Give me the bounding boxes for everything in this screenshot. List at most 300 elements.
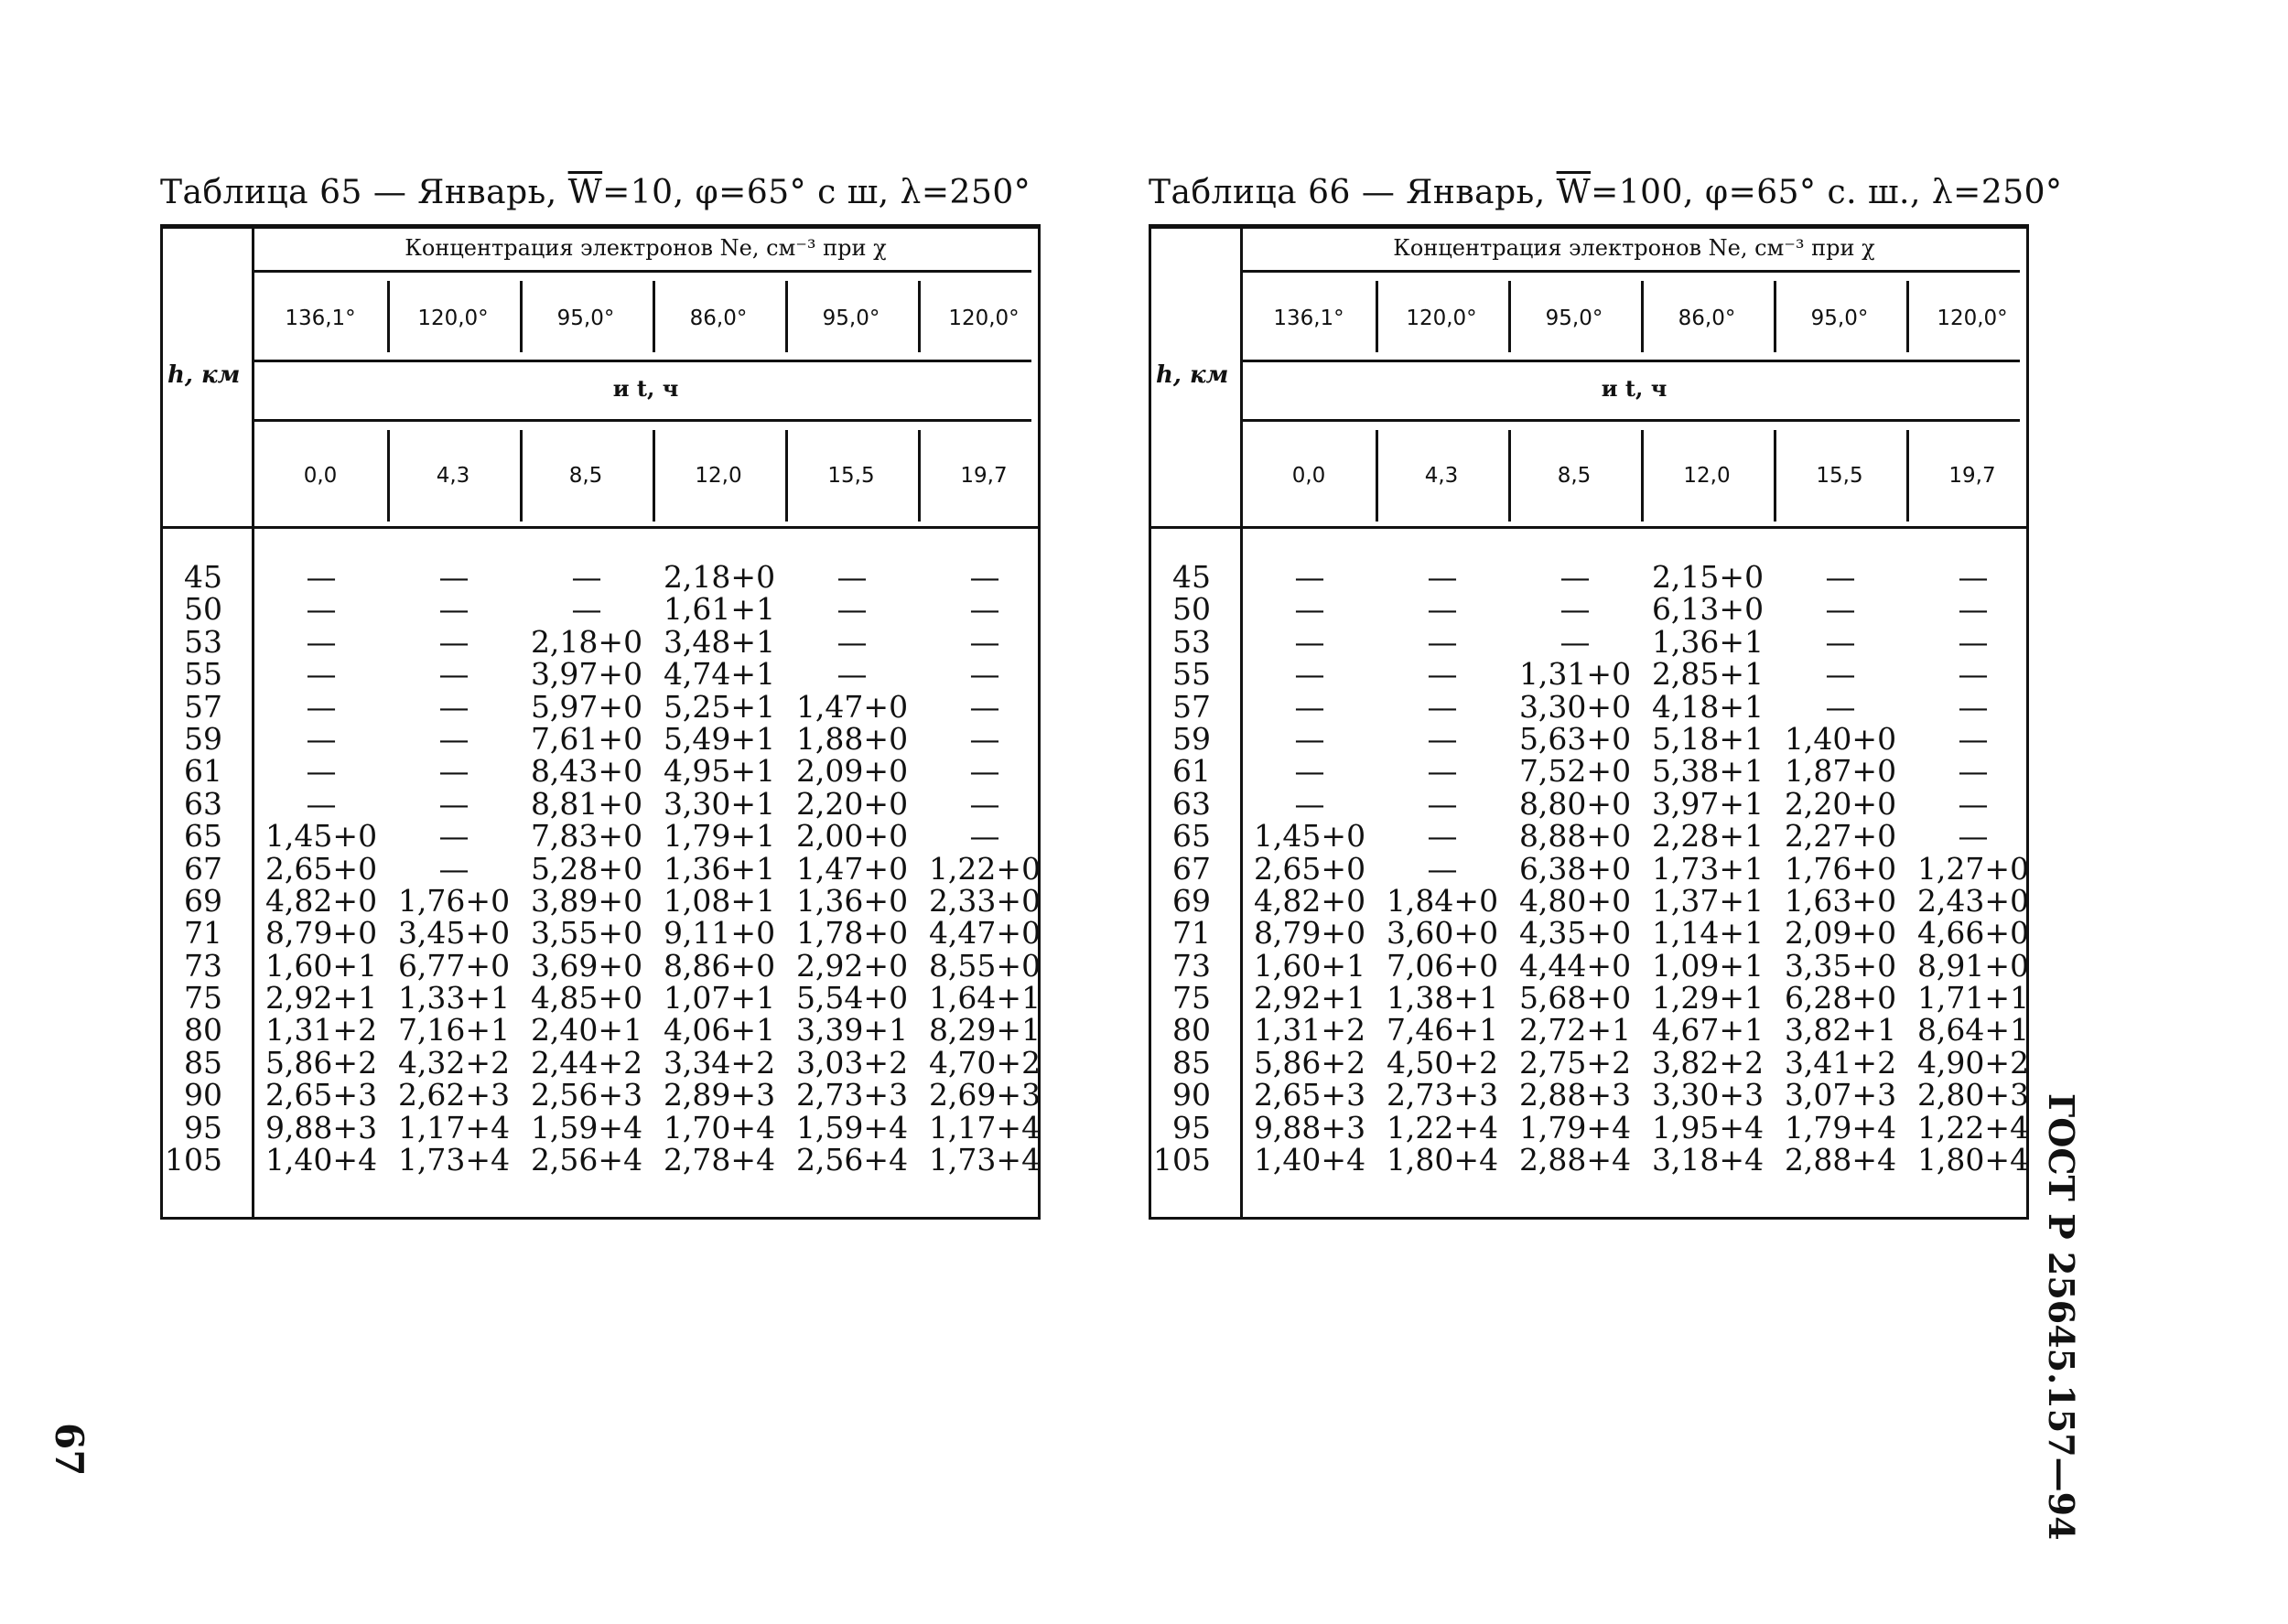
concentration-cell: — [306,720,337,757]
concentration-cell: 4,82+0 [1253,882,1366,919]
concentration-cell: — [1958,623,1989,660]
table-header-rule [160,526,1041,529]
table-caption [1149,174,2063,211]
concentration-cell: — [1427,688,1458,725]
caption-w-symbol: $\overline{W}$ [1556,174,1592,211]
concentration-cell: — [1825,559,1856,595]
table-row [160,915,1041,952]
concentration-cell: 1,78+0 [795,915,909,952]
table-row [1149,850,2030,887]
concentration-cell: 2,89+3 [663,1077,776,1113]
chi-value: 120,0° [1937,307,2008,330]
height-value: 57 [184,688,222,725]
concentration-cell: 2,88+3 [1518,1077,1632,1113]
table-row [1149,882,2030,919]
concentration-cell: 4,66+0 [1916,915,2030,952]
concentration-cell: 7,46+1 [1386,1012,1499,1049]
table-row [1149,753,2029,790]
height-value: 45 [184,559,222,595]
concentration-cell: — [1294,591,1325,628]
time-value: 19,7 [1948,464,1996,488]
table-row [1149,656,2029,693]
concentration-cell: 2,73+3 [1386,1077,1499,1113]
concentration-cell: — [1427,591,1458,628]
concentration-cell: 3,34+2 [663,1044,776,1081]
concentration-cell: — [438,688,469,725]
concentration-cell: 1,79+4 [1518,1109,1632,1145]
height-value: 85 [184,1044,222,1081]
concentration-cell: 1,27+0 [1916,850,2030,887]
concentration-cell: 1,31+2 [1253,1012,1366,1049]
height-value: 65 [1172,818,1211,855]
concentration-cell: 4,35+0 [1518,915,1632,952]
concentration-cell: — [1560,623,1591,660]
chi-value: 136,1° [285,307,356,330]
concentration-cell: 2,33+0 [928,882,1041,919]
table-row [160,1044,1041,1081]
height-value: 61 [1172,753,1211,790]
concentration-cell: 2,00+0 [795,818,909,855]
chi-value: 95,0° [1810,307,1869,330]
concentration-cell: — [1958,818,1989,855]
concentration-cell: 1,79+4 [1784,1109,1897,1145]
time-header: и t, ч [612,375,679,402]
concentration-cell: 1,73+1 [1651,850,1765,887]
concentration-cell: — [1958,591,1989,628]
concentration-cell: 1,45+0 [1253,818,1366,855]
table-row [1149,688,2029,725]
concentration-cell: 2,20+0 [795,785,909,822]
concentration-cell: 8,81+0 [530,785,643,822]
concentration-cell: 4,70+2 [928,1044,1041,1081]
concentration-cell: — [438,785,469,822]
concentration-cell: 4,32+2 [397,1044,511,1081]
concentration-cell: 2,85+1 [1651,656,1765,693]
table-frame [1149,224,2029,1219]
concentration-cell: — [1294,753,1325,790]
concentration-cell: 2,65+0 [264,850,378,887]
concentration-cell: 1,87+0 [1784,753,1897,790]
table-body [160,561,1041,1176]
table-row [1149,785,2029,822]
concentration-cell: 2,92+1 [264,980,378,1016]
concentration-cell: 1,22+0 [928,850,1041,887]
concentration-cell: 3,35+0 [1784,947,1897,984]
concentration-cell: 1,17+4 [397,1109,511,1145]
height-column-header: h, км [167,361,241,389]
concentration-cell: — [1560,559,1591,595]
table-row [160,850,1041,887]
table-row [160,882,1041,919]
height-value: 61 [184,753,222,790]
group-header: Концентрация электронов Ne, см⁻³ при χ [1393,235,1875,261]
table-row [160,818,1041,855]
table-row [1149,1079,2029,1111]
concentration-cell: — [1560,591,1591,628]
height-value: 75 [1172,980,1211,1016]
table-row [160,785,1041,822]
concentration-cell: 8,79+0 [264,915,378,952]
height-value: 75 [184,980,222,1016]
time-value: 19,7 [960,464,1008,488]
concentration-cell: 2,92+0 [795,947,909,984]
concentration-cell: 4,80+0 [1518,882,1632,919]
concentration-cell: 8,86+0 [663,947,776,984]
concentration-cell: 3,82+2 [1651,1044,1765,1081]
concentration-cell: 1,71+1 [1916,980,2030,1016]
time-header: и t, ч [1601,375,1667,402]
concentration-cell: 7,06+0 [1386,947,1499,984]
concentration-cell: 2,28+1 [1651,818,1765,855]
concentration-cell: 1,47+0 [795,850,909,887]
concentration-cell: 6,77+0 [397,947,511,984]
concentration-cell: — [1427,785,1458,822]
concentration-cell: 2,20+0 [1784,785,1897,822]
concentration-cell: — [969,623,1000,660]
table-row [160,561,1041,593]
height-value: 63 [1172,785,1211,822]
concentration-cell: 1,76+0 [397,882,511,919]
concentration-cell: 3,82+1 [1784,1012,1897,1049]
concentration-cell: — [969,753,1000,790]
concentration-cell: 1,47+0 [795,688,909,725]
height-value: 73 [1172,947,1211,984]
chi-value: 86,0° [1678,307,1736,330]
concentration-cell: 2,18+0 [663,559,776,595]
concentration-cell: — [571,591,602,628]
concentration-cell: 2,88+4 [1518,1142,1632,1178]
time-value: 15,5 [1816,464,1863,488]
concentration-cell: 3,48+1 [663,623,776,660]
height-value: 105 [1153,1142,1211,1178]
time-value: 8,5 [568,464,603,488]
table-row [1149,947,2030,984]
concentration-cell: 1,76+0 [1784,850,1897,887]
table-row [1149,591,2029,628]
concentration-cell: 3,97+1 [1651,785,1765,822]
concentration-cell: 1,40+4 [1253,1142,1366,1178]
concentration-cell: 1,38+1 [1386,980,1499,1016]
concentration-cell: — [1294,688,1325,725]
height-value: 67 [184,850,222,887]
concentration-cell: — [306,656,337,693]
concentration-cell: 5,97+0 [530,688,643,725]
table-row [1149,561,2029,593]
concentration-cell: 2,78+4 [663,1142,776,1178]
concentration-cell: — [1294,720,1325,757]
concentration-cell: 4,74+1 [663,656,776,693]
concentration-cell: — [1825,656,1856,693]
concentration-cell: — [306,591,337,628]
concentration-cell: — [306,623,337,660]
height-value: 55 [1172,656,1211,693]
table-caption [160,174,1031,211]
concentration-cell: 2,56+3 [530,1077,643,1113]
chi-value: 120,0° [1406,307,1477,330]
concentration-cell: 1,95+4 [1651,1109,1765,1145]
concentration-cell: 3,89+0 [530,882,643,919]
concentration-cell: 2,75+2 [1518,1044,1632,1081]
concentration-cell: — [1825,591,1856,628]
concentration-cell: — [438,850,469,887]
concentration-cell: 2,73+3 [795,1077,909,1113]
concentration-cell: 2,72+1 [1518,1012,1632,1049]
concentration-cell: 5,28+0 [530,850,643,887]
table-row [160,1109,1041,1145]
height-value: 105 [165,1142,222,1178]
height-value: 95 [1172,1109,1211,1145]
document-standard-title: ГОСТ Р 25645.157—94 [2041,1093,2082,1541]
concentration-cell: — [1294,785,1325,822]
concentration-cell: — [438,559,469,595]
concentration-cell: 1,17+4 [928,1109,1041,1145]
table-row [160,1079,1041,1111]
height-value: 53 [184,623,222,660]
concentration-cell: — [969,818,1000,855]
height-value: 85 [1172,1044,1211,1081]
table-row [1149,1144,2029,1176]
concentration-cell: 1,64+1 [928,980,1041,1016]
time-value: 0,0 [303,464,338,488]
chi-value: 95,0° [822,307,880,330]
concentration-cell: 5,86+2 [264,1044,378,1081]
concentration-cell: 3,55+0 [530,915,643,952]
concentration-cell: 5,25+1 [663,688,776,725]
concentration-cell: 5,63+0 [1518,720,1632,757]
group-header-rule [254,270,1031,273]
concentration-cell: 7,61+0 [530,720,643,757]
concentration-cell: 8,91+0 [1916,947,2030,984]
concentration-cell: 4,18+1 [1651,688,1765,725]
concentration-cell: 2,65+3 [264,1077,378,1113]
concentration-cell: 1,31+2 [264,1012,378,1049]
height-value: 59 [1172,720,1211,757]
concentration-cell: 7,52+0 [1518,753,1632,790]
table-row [1149,720,2029,757]
concentration-cell: 1,63+0 [1784,882,1897,919]
time-value: 12,0 [695,464,742,488]
concentration-cell: 2,15+0 [1651,559,1765,595]
height-value: 80 [1172,1012,1211,1049]
concentration-cell: 4,44+0 [1518,947,1632,984]
time-value: 12,0 [1683,464,1731,488]
concentration-cell: — [969,688,1000,725]
table-bottom-rule [160,1217,1041,1220]
concentration-cell: — [969,785,1000,822]
table-row [160,720,1041,757]
height-value: 63 [184,785,222,822]
table-row [160,947,1041,984]
concentration-cell: 2,65+0 [1253,850,1366,887]
concentration-cell: 8,64+1 [1916,1012,2030,1049]
page-number: 67 [47,1423,92,1477]
concentration-cell: — [1427,559,1458,595]
concentration-cell: — [1958,720,1989,757]
height-value: 59 [184,720,222,757]
concentration-cell: 3,30+0 [1518,688,1632,725]
concentration-cell: 1,36+0 [795,882,909,919]
concentration-cell: 1,22+4 [1386,1109,1499,1145]
concentration-cell: 3,60+0 [1386,915,1499,952]
concentration-cell: — [1958,559,1989,595]
concentration-cell: 3,18+4 [1651,1142,1765,1178]
concentration-cell: 1,29+1 [1651,980,1765,1016]
height-value: 53 [1172,623,1211,660]
concentration-cell: — [969,559,1000,595]
concentration-cell: 2,27+0 [1784,818,1897,855]
concentration-cell: 1,59+4 [795,1109,909,1145]
chi-value: 136,1° [1273,307,1344,330]
concentration-cell: 3,69+0 [530,947,643,984]
height-value: 65 [184,818,222,855]
table-frame [160,224,1041,1219]
concentration-cell: 5,54+0 [795,980,909,1016]
height-value: 90 [1172,1077,1211,1113]
concentration-cell: 2,62+3 [397,1077,511,1113]
height-value: 73 [184,947,222,984]
height-value: 50 [184,591,222,628]
chi-value: 120,0° [948,307,1020,330]
time-value: 4,3 [436,464,470,488]
table-row [160,1144,1041,1176]
concentration-cell: — [306,753,337,790]
concentration-cell: 1,36+1 [1651,623,1765,660]
caption-prefix: Таблица 65 — Январь, [160,174,568,211]
chi-row-rule [254,360,1031,362]
concentration-cell: 2,88+4 [1784,1142,1897,1178]
height-value: 45 [1172,559,1211,595]
concentration-cell: 1,22+4 [1916,1109,2030,1145]
concentration-cell: — [836,559,868,595]
height-value: 69 [1172,882,1211,919]
concentration-cell: 2,56+4 [795,1142,909,1178]
concentration-cell: 1,33+1 [397,980,511,1016]
concentration-cell: 2,09+0 [795,753,909,790]
concentration-cell: 4,06+1 [663,1012,776,1049]
concentration-cell: — [1958,753,1989,790]
time-header-rule [254,419,1031,422]
table-row [1149,915,2030,952]
concentration-cell: 1,14+1 [1651,915,1765,952]
group-header: Концентрация электронов Ne, см⁻³ при χ [405,235,887,261]
concentration-cell: 4,50+2 [1386,1044,1499,1081]
concentration-cell: — [1427,850,1458,887]
concentration-cell: 8,29+1 [928,1012,1041,1049]
concentration-cell: 6,28+0 [1784,980,1897,1016]
concentration-cell: — [438,591,469,628]
concentration-cell: — [438,720,469,757]
concentration-cell: 2,40+1 [530,1012,643,1049]
concentration-cell: 1,37+1 [1651,882,1765,919]
concentration-cell: — [836,591,868,628]
concentration-cell: — [1958,656,1989,693]
concentration-cell: — [438,656,469,693]
concentration-cell: — [306,559,337,595]
concentration-cell: 2,56+4 [530,1142,643,1178]
table-bottom-rule [1149,1217,2029,1220]
height-value: 90 [184,1077,222,1113]
concentration-cell: — [571,559,602,595]
table-row [160,591,1041,628]
concentration-cell: 1,60+1 [264,947,378,984]
concentration-cell: 2,92+1 [1253,980,1366,1016]
concentration-cell: — [438,818,469,855]
concentration-cell: 8,43+0 [530,753,643,790]
concentration-cell: 4,47+0 [928,915,1041,952]
table-top-rule [1149,224,2029,229]
table-row [160,982,1041,1014]
group-header-rule [1243,270,2020,273]
concentration-cell: 1,59+4 [530,1109,643,1145]
concentration-cell: — [438,753,469,790]
chi-value: 86,0° [689,307,748,330]
concentration-cell: — [438,623,469,660]
concentration-cell: 8,79+0 [1253,915,1366,952]
concentration-cell: — [1958,785,1989,822]
concentration-cell: 1,80+4 [1916,1142,2030,1178]
concentration-cell: — [1294,656,1325,693]
concentration-cell: 9,88+3 [264,1109,378,1145]
concentration-cell: 1,79+1 [663,818,776,855]
concentration-cell: 5,18+1 [1651,720,1765,757]
table-row [1149,818,2029,855]
concentration-cell: 1,45+0 [264,818,378,855]
table-row [1149,1044,2030,1081]
caption-suffix: =10, φ=65° с ш, λ=250° [602,174,1031,211]
height-value: 71 [184,915,222,952]
concentration-cell: — [1825,623,1856,660]
table-row [160,623,1041,660]
concentration-cell: — [836,623,868,660]
concentration-cell: 5,49+1 [663,720,776,757]
concentration-cell: — [1427,753,1458,790]
concentration-cell: 6,38+0 [1518,850,1632,887]
concentration-cell: 1,08+1 [663,882,776,919]
concentration-cell: 1,61+1 [663,591,776,628]
concentration-cell: 1,60+1 [1253,947,1366,984]
chi-value: 120,0° [417,307,489,330]
concentration-cell: — [1294,559,1325,595]
height-value: 57 [1172,688,1211,725]
concentration-cell: 4,67+1 [1651,1012,1765,1049]
concentration-cell: — [969,656,1000,693]
chi-value: 95,0° [556,307,615,330]
concentration-cell: 8,88+0 [1518,818,1632,855]
concentration-cell: 1,84+0 [1386,882,1499,919]
table-body [1149,561,2029,1176]
concentration-cell: — [1427,720,1458,757]
time-value: 15,5 [827,464,875,488]
concentration-cell: 1,70+4 [663,1109,776,1145]
concentration-cell: 3,97+0 [530,656,643,693]
concentration-cell: — [306,785,337,822]
concentration-cell: 3,41+2 [1784,1044,1897,1081]
concentration-cell: 3,03+2 [795,1044,909,1081]
concentration-cell: — [1294,623,1325,660]
height-value: 67 [1172,850,1211,887]
concentration-cell: 1,31+0 [1518,656,1632,693]
time-value: 8,5 [1557,464,1592,488]
concentration-cell: 5,68+0 [1518,980,1632,1016]
height-value: 95 [184,1109,222,1145]
concentration-cell: 3,30+3 [1651,1077,1765,1113]
concentration-cell: 4,95+1 [663,753,776,790]
concentration-cell: 1,80+4 [1386,1142,1499,1178]
concentration-cell: — [1825,688,1856,725]
concentration-cell: 4,85+0 [530,980,643,1016]
concentration-cell: — [1427,656,1458,693]
concentration-cell: 2,80+3 [1916,1077,2030,1113]
